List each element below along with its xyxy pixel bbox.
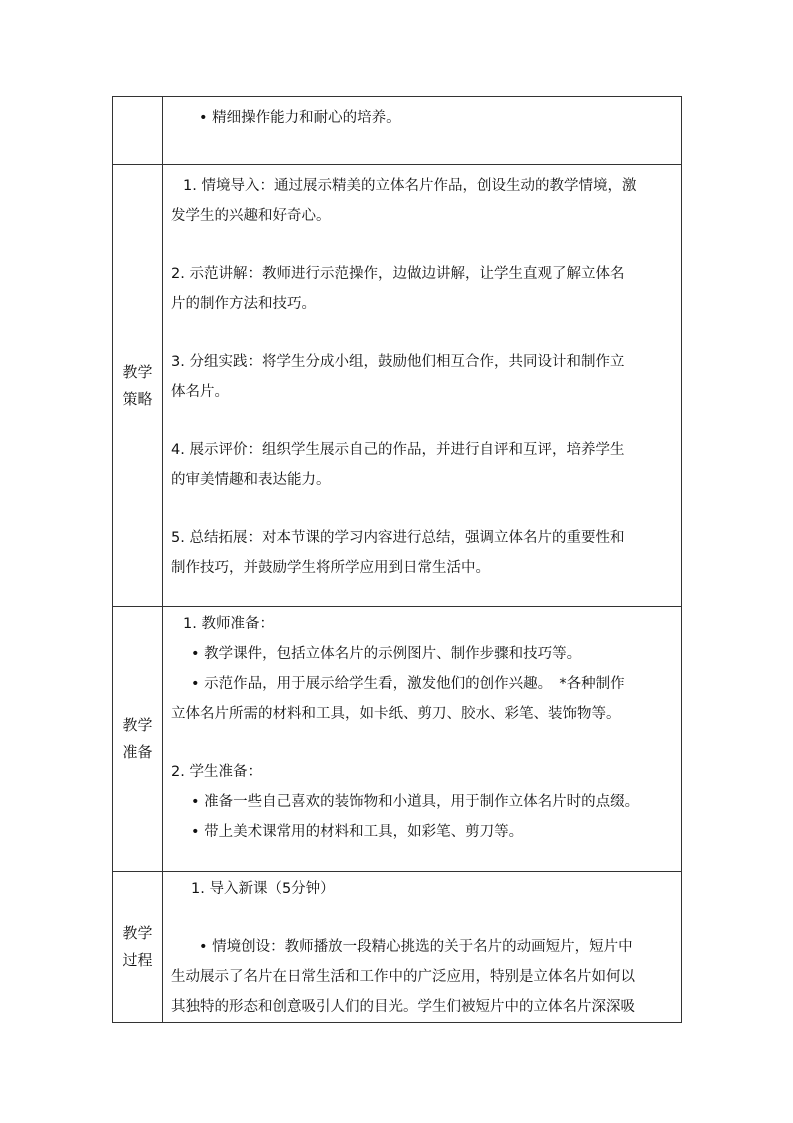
strategy-item-3-line2: 体名片。 <box>171 384 229 400</box>
label-line: 教学 <box>122 924 153 942</box>
row-label-process <box>113 872 163 1023</box>
process-step-title: 1. 导入新课（5分钟） <box>191 881 335 897</box>
strategy-content <box>163 165 682 607</box>
teacher-prep-title: 1. 教师准备： <box>183 616 274 632</box>
row-label-empty <box>113 97 163 165</box>
process-paragraph-line: 其独特的形态和创意吸引人们的目光。学生们被短片中的立体名片深深吸 <box>171 999 635 1015</box>
process-paragraph-line: 生动展示了名片在日常生活和工作中的广泛应用，特别是立体名片如何以 <box>171 969 635 985</box>
strategy-item-2-line1: 2. 示范讲解：教师进行示范操作，边做边讲解，让学生直观了解立体名 <box>171 266 625 282</box>
student-prep-bullet: • 准备一些自己喜欢的装饰物和小道具，用于制作立体名片时的点缀。 <box>191 794 640 810</box>
lesson-plan-table <box>112 96 682 1023</box>
table-row <box>113 97 682 165</box>
preparation-content <box>163 607 682 872</box>
label-line: 策略 <box>122 389 153 408</box>
row-label-preparation <box>113 607 163 872</box>
teacher-prep-bullet-cont: 立体名片所需的材料和工具，如卡纸、剪刀、胶水、彩笔、装饰物等。 <box>171 706 621 722</box>
teacher-prep-bullet: • 教学课件，包括立体名片的示例图片、制作步骤和技巧等。 <box>191 646 582 662</box>
process-content <box>163 872 682 1023</box>
label-line: 过程 <box>122 951 153 969</box>
strategy-item-5-line1: 5. 总结拓展：对本节课的学习内容进行总结，强调立体名片的重要性和 <box>171 530 625 546</box>
row-content <box>163 97 682 165</box>
strategy-item-3-line1: 3. 分组实践：将学生分成小组，鼓励他们相互合作，共同设计和制作立 <box>171 354 625 370</box>
process-paragraph-line: • 情境创设：教师播放一段精心挑选的关于名片的动画短片，短片中 <box>199 939 633 955</box>
student-prep-bullet: • 带上美术课常用的材料和工具，如彩笔、剪刀等。 <box>191 824 524 840</box>
strategy-item-1-line1: 1. 情境导入：通过展示精美的立体名片作品，创设生动的教学情境，激 <box>183 178 637 194</box>
bullet-text: • 精细操作能力和耐心的培养。 <box>199 110 401 126</box>
strategy-item-4-line1: 4. 展示评价：组织学生展示自己的作品，并进行自评和互评，培养学生 <box>171 442 625 458</box>
student-prep-title: 2. 学生准备： <box>171 764 262 780</box>
strategy-item-2-line2: 片的制作方法和技巧。 <box>171 296 316 312</box>
table-row-preparation <box>113 607 682 872</box>
strategy-item-4-line2: 的审美情趣和表达能力。 <box>171 472 331 488</box>
label-line: 教学 <box>122 716 153 734</box>
label-line: 教学 <box>122 362 153 381</box>
table-row-process <box>113 872 682 1023</box>
table-row-strategy <box>113 165 682 607</box>
strategy-item-1-line2: 发学生的兴趣和好奇心。 <box>171 208 331 224</box>
label-line: 准备 <box>122 743 153 761</box>
teacher-prep-bullet: • 示范作品，用于展示给学生看，激发他们的创作兴趣。 *各种制作 <box>191 676 625 692</box>
strategy-item-5-line2: 制作技巧，并鼓励学生将所学应用到日常生活中。 <box>171 560 490 576</box>
row-label-strategy <box>113 165 163 607</box>
